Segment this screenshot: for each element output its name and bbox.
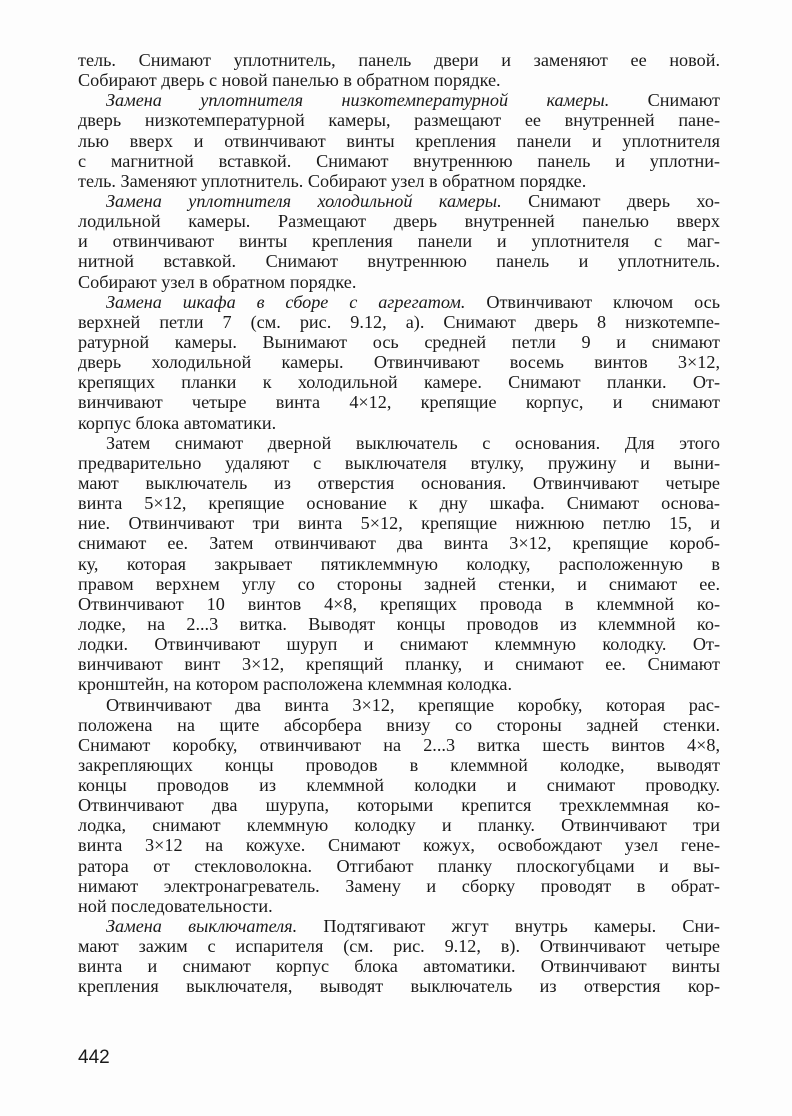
text-line: положена на щите абсорбера внизу со стороны задней стенки. (78, 714, 720, 735)
text-line (78, 292, 720, 312)
text-line (78, 191, 720, 211)
text-line: дверь холодильной камеры. Отвинчивают восемь винтов 3×12, (78, 352, 720, 373)
text-line: Снимают коробку, отвинчивают на 2...3 витка шесть винтов 4×8, (78, 734, 720, 755)
text-line: лью вверх и отвинчивают винты крепления панели и уплотнителя (78, 130, 720, 151)
text-line: дверь низкотемпературной камеры, размещают ее внутренней пане- (78, 110, 720, 131)
text-line: крепящих планки к холодильной камере. Снимают планки. От- (78, 372, 720, 393)
text-line: нитной вставкой. Снимают внутреннюю панель и уплотнитель. (78, 251, 720, 272)
text-line: концы проводов из клеммной колодки и снимают проводку. (78, 775, 720, 796)
text-line: лодильной камеры. Размещают дверь внутренней панелью вверх (78, 211, 720, 232)
text-line: и отвинчивают винты крепления панели и уплотнителя с маг- (78, 231, 720, 252)
text-line (78, 916, 720, 936)
body-text (78, 50, 720, 997)
line-text: Отвинчивают ключом ось (465, 291, 720, 312)
text-line: нимают электронагреватель. Замену и сборку проводят в обрат- (78, 875, 720, 896)
text-line: Затем снимают дверной выключатель с основания. Для этого (106, 432, 720, 453)
text-line: мают выключатель из отверстия основания. Отвинчивают четыре (78, 472, 720, 493)
section-heading: Замена выключателя. (106, 916, 298, 937)
text-line: ние. Отвинчивают три винта 5×12, крепящие нижнюю петлю 15, и (78, 513, 720, 534)
text-line: мают зажим с испарителя (см. рис. 9.12, в). Отвинчивают четыре (78, 936, 720, 957)
text-line: Отвинчивают два винта 3×12, крепящие коробку, которая рас- (106, 694, 720, 715)
text-line: закрепляющих концы проводов в клеммной колодке, выводят (78, 754, 720, 775)
section-heading: Замена уплотнителя холодильной камеры. (106, 190, 502, 211)
text-line: снимают ее. Затем отвинчивают два винта 3×12, крепящие короб- (78, 533, 720, 554)
text-line: винта и снимают корпус блока автоматики. Отвинчивают винты (78, 956, 720, 977)
text-line: тель. Снимают уплотнитель, панель двери и заменяют ее новой. (78, 50, 720, 70)
text-line: винчивают четыре винта 4×12, крепящие корпус, и снимают (78, 392, 720, 413)
text-line: лодки. Отвинчивают шуруп и снимают клеммную колодку. От- (78, 634, 720, 655)
text-line: Собирают дверь с новой панелью в обратном порядке. (78, 70, 501, 91)
text-line: кронштейн, на котором расположена клеммная колодка. (78, 674, 513, 695)
text-line: Отвинчивают 10 винтов 4×8, крепящих провода в клеммной ко- (78, 593, 720, 614)
text-line: лодка, снимают клеммную колодку и планку. Отвинчивают три (78, 815, 720, 836)
text-line: правом верхнем углу со стороны задней стенки, и снимают ее. (78, 573, 720, 594)
text-line: предварительно удаляют с выключателя втулку, пружину и выни- (78, 452, 720, 473)
line-text: Снимают (609, 90, 720, 111)
text-line: ратурной камеры. Вынимают ось средней петли 9 и снимают (78, 331, 720, 352)
text-line: Отвинчивают два шурупа, которыми крепится трехклеммная ко- (78, 795, 720, 816)
text-line: винта 3×12 на кожухе. Снимают кожух, освобождают узел гене- (78, 835, 720, 856)
text-line: винчивают винт 3×12, крепящий планку, и снимают ее. Снимают (78, 654, 720, 675)
text-line: ной последовательности. (78, 895, 273, 916)
page-number: 442 (78, 1047, 110, 1068)
text-line: ратора от стекловолокна. Отгибают планку плоскогубцами и вы- (78, 855, 720, 876)
text-line: крепления выключателя, выводят выключатель из отверстия кор- (78, 976, 720, 997)
text-line (78, 90, 720, 110)
section-heading: Замена уплотнителя низкотемпературной камеры. (106, 90, 610, 111)
text-line: винта 5×12, крепящие основание к дну шкафа. Снимают основа- (78, 493, 720, 514)
text-line: корпус блока автоматики. (78, 412, 277, 433)
text-line: Собирают узел в обратном порядке. (78, 271, 357, 292)
line-text: Снимают дверь хо- (501, 190, 720, 211)
line-text: Подтягивают жгут внутрь камеры. Сни- (297, 916, 720, 937)
text-line: лодке, на 2...3 витка. Выводят концы проводов из клеммной ко- (78, 613, 720, 634)
text-line: верхней петли 7 (см. рис. 9.12, а). Снимают дверь 8 низкотемпе- (78, 311, 720, 332)
text-line: ку, которая закрывает пятиклеммную колодку, расположенную в (78, 553, 720, 574)
text-line: тель. Заменяют уплотнитель. Собирают узел в обратном порядке. (78, 170, 587, 191)
text-line: с магнитной вставкой. Снимают внутреннюю панель и уплотни- (78, 150, 720, 171)
section-heading: Замена шкафа в сборе с агрегатом. (106, 291, 466, 312)
